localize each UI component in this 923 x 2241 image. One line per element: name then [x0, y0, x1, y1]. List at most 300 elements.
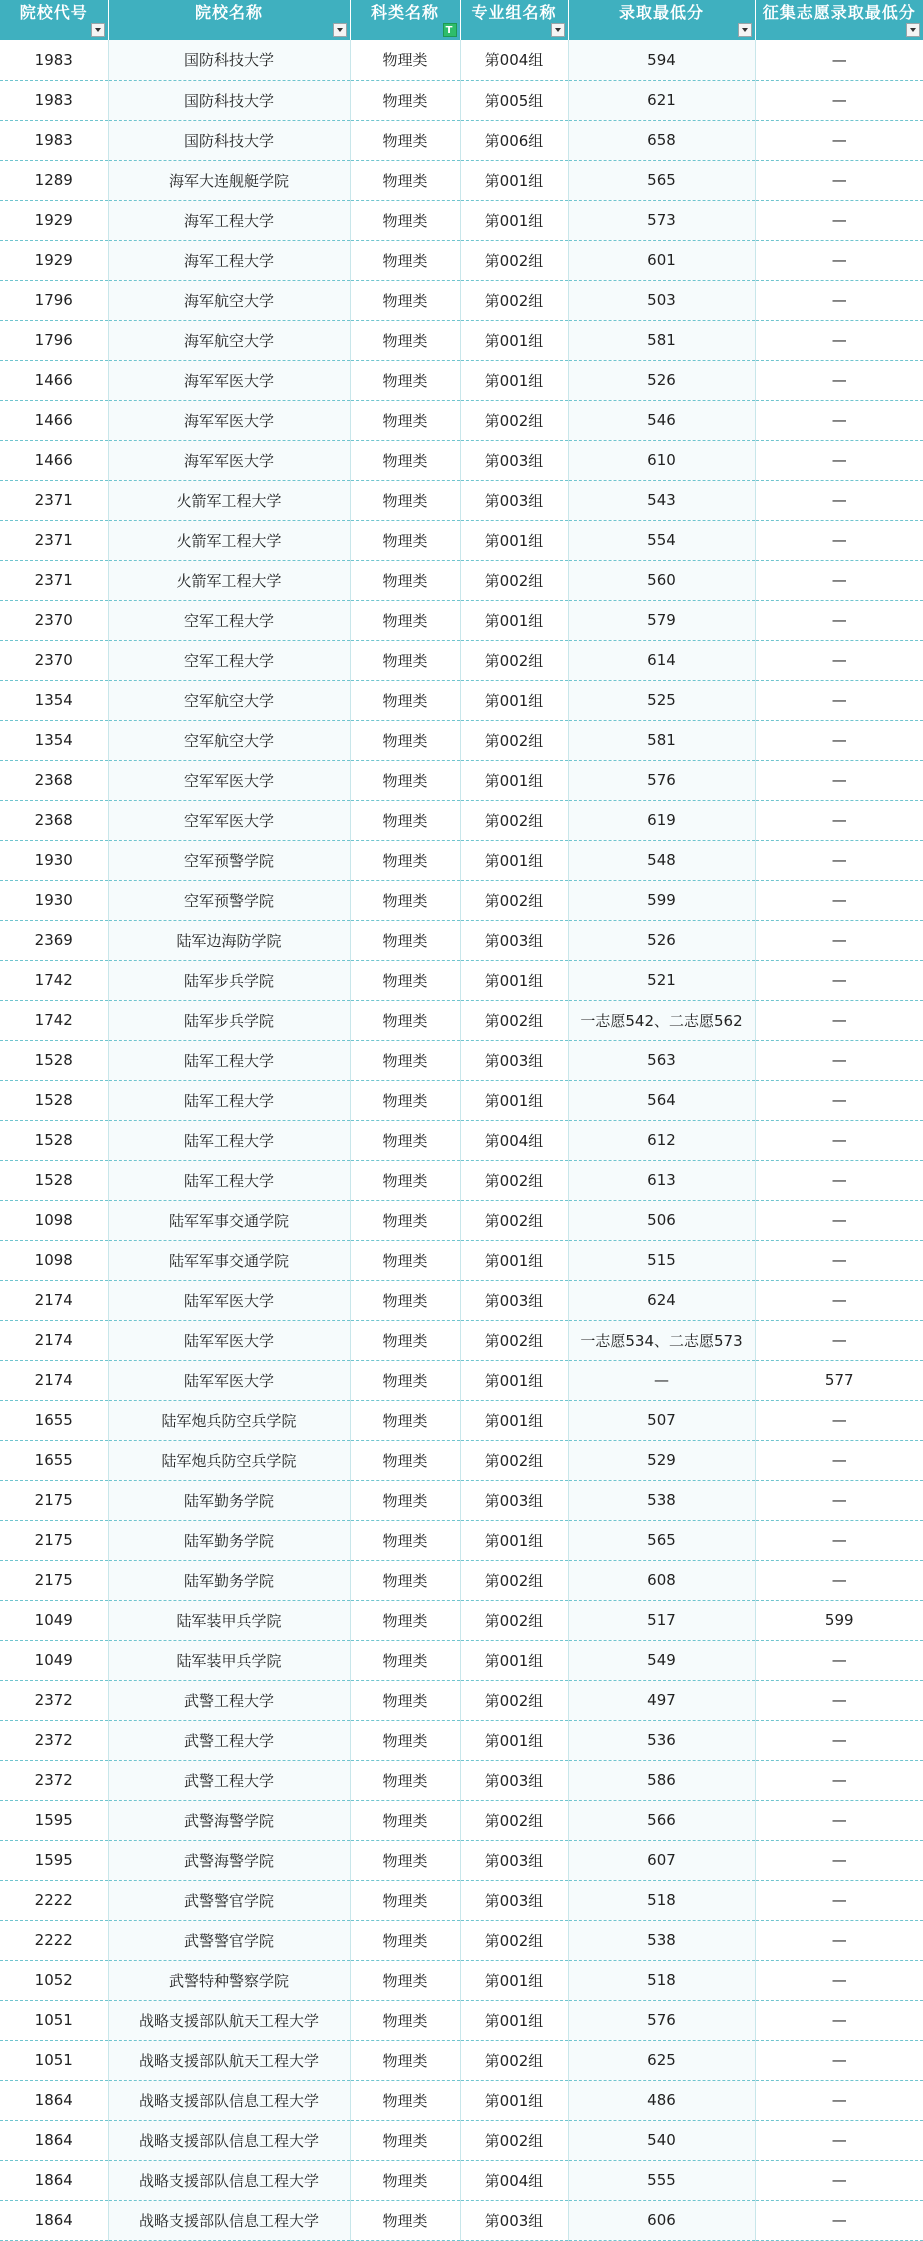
cell-supplementary-min-score[interactable]: — — [755, 800, 923, 840]
cell-group[interactable]: 第001组 — [460, 680, 568, 720]
cell-group[interactable]: 第001组 — [460, 840, 568, 880]
cell-min-score[interactable]: 554 — [568, 520, 755, 560]
cell-supplementary-min-score[interactable]: — — [755, 520, 923, 560]
cell-category[interactable]: 物理类 — [350, 480, 460, 520]
cell-group[interactable]: 第002组 — [460, 400, 568, 440]
cell-category[interactable]: 物理类 — [350, 1720, 460, 1760]
cell-min-score[interactable]: 564 — [568, 1080, 755, 1120]
cell-group[interactable]: 第002组 — [460, 240, 568, 280]
cell-min-score[interactable]: 573 — [568, 200, 755, 240]
cell-category[interactable]: 物理类 — [350, 720, 460, 760]
cell-school-name[interactable]: 空军航空大学 — [108, 720, 350, 760]
cell-group[interactable]: 第001组 — [460, 1080, 568, 1120]
cell-min-score[interactable]: 586 — [568, 1760, 755, 1800]
cell-school-code[interactable]: 1528 — [0, 1120, 108, 1160]
cell-school-name[interactable]: 陆军步兵学院 — [108, 1000, 350, 1040]
cell-category[interactable]: 物理类 — [350, 1360, 460, 1400]
cell-school-code[interactable]: 1742 — [0, 960, 108, 1000]
cell-category[interactable]: 物理类 — [350, 1320, 460, 1360]
cell-school-name[interactable]: 空军工程大学 — [108, 600, 350, 640]
cell-group[interactable]: 第002组 — [460, 1160, 568, 1200]
cell-min-score[interactable]: 658 — [568, 120, 755, 160]
cell-category[interactable]: 物理类 — [350, 2200, 460, 2240]
cell-school-name[interactable]: 陆军勤务学院 — [108, 1520, 350, 1560]
cell-school-name[interactable]: 战略支援部队航天工程大学 — [108, 2000, 350, 2040]
cell-supplementary-min-score[interactable]: — — [755, 1040, 923, 1080]
cell-min-score[interactable]: 546 — [568, 400, 755, 440]
cell-category[interactable]: 物理类 — [350, 240, 460, 280]
cell-supplementary-min-score[interactable]: — — [755, 240, 923, 280]
cell-category[interactable]: 物理类 — [350, 1240, 460, 1280]
filter-dropdown-icon[interactable] — [91, 23, 105, 37]
cell-category[interactable]: 物理类 — [350, 200, 460, 240]
cell-school-name[interactable]: 空军预警学院 — [108, 880, 350, 920]
cell-school-code[interactable]: 2370 — [0, 600, 108, 640]
cell-group[interactable]: 第001组 — [460, 1640, 568, 1680]
cell-category[interactable]: 物理类 — [350, 1440, 460, 1480]
cell-school-code[interactable]: 2175 — [0, 1560, 108, 1600]
active-filter-icon[interactable]: T — [443, 23, 457, 37]
cell-category[interactable]: 物理类 — [350, 640, 460, 680]
cell-min-score[interactable]: 563 — [568, 1040, 755, 1080]
cell-category[interactable]: 物理类 — [350, 1960, 460, 2000]
cell-school-name[interactable]: 海军军医大学 — [108, 440, 350, 480]
cell-supplementary-min-score[interactable]: — — [755, 1840, 923, 1880]
cell-supplementary-min-score[interactable]: — — [755, 760, 923, 800]
cell-category[interactable]: 物理类 — [350, 680, 460, 720]
cell-group[interactable]: 第002组 — [460, 1000, 568, 1040]
cell-category[interactable]: 物理类 — [350, 2160, 460, 2200]
cell-supplementary-min-score[interactable]: — — [755, 1160, 923, 1200]
cell-group[interactable]: 第002组 — [460, 1800, 568, 1840]
cell-supplementary-min-score[interactable]: — — [755, 960, 923, 1000]
cell-supplementary-min-score[interactable]: — — [755, 1120, 923, 1160]
cell-min-score[interactable]: 538 — [568, 1480, 755, 1520]
cell-school-name[interactable]: 陆军步兵学院 — [108, 960, 350, 1000]
cell-category[interactable]: 物理类 — [350, 2000, 460, 2040]
cell-school-name[interactable]: 海军工程大学 — [108, 200, 350, 240]
cell-category[interactable]: 物理类 — [350, 440, 460, 480]
cell-category[interactable]: 物理类 — [350, 1600, 460, 1640]
cell-school-code[interactable]: 2175 — [0, 1520, 108, 1560]
cell-school-code[interactable]: 2368 — [0, 760, 108, 800]
cell-category[interactable]: 物理类 — [350, 280, 460, 320]
cell-school-code[interactable]: 2371 — [0, 480, 108, 520]
cell-group[interactable]: 第002组 — [460, 2120, 568, 2160]
cell-supplementary-min-score[interactable]: — — [755, 1440, 923, 1480]
cell-school-name[interactable]: 战略支援部队信息工程大学 — [108, 2160, 350, 2200]
cell-school-name[interactable]: 陆军军事交通学院 — [108, 1240, 350, 1280]
cell-supplementary-min-score[interactable]: — — [755, 1640, 923, 1680]
cell-school-name[interactable]: 陆军工程大学 — [108, 1040, 350, 1080]
cell-school-code[interactable]: 1796 — [0, 280, 108, 320]
cell-min-score[interactable]: 610 — [568, 440, 755, 480]
cell-category[interactable]: 物理类 — [350, 1400, 460, 1440]
cell-school-code[interactable]: 1983 — [0, 40, 108, 80]
cell-min-score[interactable]: 525 — [568, 680, 755, 720]
cell-school-code[interactable]: 1864 — [0, 2160, 108, 2200]
cell-school-name[interactable]: 国防科技大学 — [108, 120, 350, 160]
cell-school-name[interactable]: 武警工程大学 — [108, 1720, 350, 1760]
cell-school-code[interactable]: 1354 — [0, 720, 108, 760]
cell-min-score[interactable]: 594 — [568, 40, 755, 80]
cell-supplementary-min-score[interactable]: — — [755, 1560, 923, 1600]
cell-category[interactable]: 物理类 — [350, 840, 460, 880]
cell-school-code[interactable]: 2369 — [0, 920, 108, 960]
cell-school-name[interactable]: 陆军勤务学院 — [108, 1560, 350, 1600]
cell-supplementary-min-score[interactable]: — — [755, 160, 923, 200]
cell-school-code[interactable]: 2174 — [0, 1320, 108, 1360]
cell-supplementary-min-score[interactable]: — — [755, 1320, 923, 1360]
cell-supplementary-min-score[interactable]: — — [755, 640, 923, 680]
cell-group[interactable]: 第002组 — [460, 1320, 568, 1360]
cell-school-name[interactable]: 陆军军医大学 — [108, 1320, 350, 1360]
cell-school-name[interactable]: 海军军医大学 — [108, 400, 350, 440]
cell-supplementary-min-score[interactable]: — — [755, 2000, 923, 2040]
cell-school-code[interactable]: 1983 — [0, 80, 108, 120]
cell-school-name[interactable]: 空军军医大学 — [108, 800, 350, 840]
cell-min-score[interactable]: 581 — [568, 320, 755, 360]
cell-group[interactable]: 第004组 — [460, 2160, 568, 2200]
cell-school-code[interactable]: 2174 — [0, 1360, 108, 1400]
filter-dropdown-icon[interactable] — [333, 23, 347, 37]
cell-school-name[interactable]: 火箭军工程大学 — [108, 520, 350, 560]
cell-supplementary-min-score[interactable]: — — [755, 480, 923, 520]
cell-school-code[interactable]: 1528 — [0, 1160, 108, 1200]
cell-school-name[interactable]: 空军航空大学 — [108, 680, 350, 720]
cell-school-name[interactable]: 陆军装甲兵学院 — [108, 1640, 350, 1680]
cell-group[interactable]: 第004组 — [460, 1120, 568, 1160]
cell-category[interactable]: 物理类 — [350, 40, 460, 80]
cell-supplementary-min-score[interactable]: — — [755, 2160, 923, 2200]
cell-min-score[interactable]: 619 — [568, 800, 755, 840]
cell-school-code[interactable]: 1742 — [0, 1000, 108, 1040]
cell-category[interactable]: 物理类 — [350, 920, 460, 960]
cell-school-code[interactable]: 1655 — [0, 1400, 108, 1440]
cell-school-name[interactable]: 武警工程大学 — [108, 1760, 350, 1800]
cell-min-score[interactable]: 579 — [568, 600, 755, 640]
cell-min-score[interactable]: 566 — [568, 1800, 755, 1840]
cell-min-score[interactable]: 621 — [568, 80, 755, 120]
cell-min-score[interactable]: 608 — [568, 1560, 755, 1600]
cell-supplementary-min-score[interactable]: — — [755, 840, 923, 880]
cell-school-code[interactable]: 1466 — [0, 400, 108, 440]
cell-school-code[interactable]: 1864 — [0, 2080, 108, 2120]
cell-min-score[interactable]: 507 — [568, 1400, 755, 1440]
cell-group[interactable]: 第003组 — [460, 1040, 568, 1080]
cell-school-name[interactable]: 武警特种警察学院 — [108, 1960, 350, 2000]
cell-min-score[interactable]: 624 — [568, 1280, 755, 1320]
cell-supplementary-min-score[interactable]: — — [755, 1800, 923, 1840]
cell-supplementary-min-score[interactable]: — — [755, 2120, 923, 2160]
cell-min-score[interactable]: 565 — [568, 1520, 755, 1560]
cell-group[interactable]: 第001组 — [460, 1240, 568, 1280]
cell-min-score[interactable]: 613 — [568, 1160, 755, 1200]
cell-school-name[interactable]: 武警海警学院 — [108, 1800, 350, 1840]
cell-group[interactable]: 第002组 — [460, 880, 568, 920]
cell-school-code[interactable]: 2222 — [0, 1880, 108, 1920]
cell-school-name[interactable]: 陆军工程大学 — [108, 1120, 350, 1160]
cell-supplementary-min-score[interactable]: — — [755, 1520, 923, 1560]
cell-school-name[interactable]: 海军军医大学 — [108, 360, 350, 400]
cell-supplementary-min-score[interactable]: — — [755, 1480, 923, 1520]
cell-school-code[interactable]: 1354 — [0, 680, 108, 720]
cell-min-score[interactable]: 526 — [568, 920, 755, 960]
cell-min-score[interactable]: 515 — [568, 1240, 755, 1280]
cell-category[interactable]: 物理类 — [350, 520, 460, 560]
cell-group[interactable]: 第003组 — [460, 480, 568, 520]
cell-supplementary-min-score[interactable]: — — [755, 600, 923, 640]
cell-supplementary-min-score[interactable]: 599 — [755, 1600, 923, 1640]
cell-school-name[interactable]: 武警工程大学 — [108, 1680, 350, 1720]
cell-group[interactable]: 第002组 — [460, 640, 568, 680]
cell-school-name[interactable]: 国防科技大学 — [108, 40, 350, 80]
cell-min-score[interactable]: 555 — [568, 2160, 755, 2200]
cell-school-code[interactable]: 1289 — [0, 160, 108, 200]
cell-category[interactable]: 物理类 — [350, 960, 460, 1000]
cell-supplementary-min-score[interactable]: — — [755, 2080, 923, 2120]
cell-min-score[interactable]: 518 — [568, 1880, 755, 1920]
cell-supplementary-min-score[interactable]: — — [755, 2200, 923, 2240]
cell-school-name[interactable]: 海军大连舰艇学院 — [108, 160, 350, 200]
cell-supplementary-min-score[interactable]: — — [755, 1240, 923, 1280]
cell-category[interactable]: 物理类 — [350, 1880, 460, 1920]
cell-min-score[interactable]: 548 — [568, 840, 755, 880]
cell-min-score[interactable]: 606 — [568, 2200, 755, 2240]
cell-school-name[interactable]: 火箭军工程大学 — [108, 560, 350, 600]
cell-supplementary-min-score[interactable]: — — [755, 1960, 923, 2000]
cell-min-score[interactable]: 540 — [568, 2120, 755, 2160]
cell-supplementary-min-score[interactable]: — — [755, 320, 923, 360]
cell-group[interactable]: 第001组 — [460, 320, 568, 360]
cell-school-code[interactable]: 1466 — [0, 440, 108, 480]
cell-school-code[interactable]: 1052 — [0, 1960, 108, 2000]
cell-category[interactable]: 物理类 — [350, 1480, 460, 1520]
cell-school-name[interactable]: 战略支援部队信息工程大学 — [108, 2080, 350, 2120]
cell-min-score[interactable]: 607 — [568, 1840, 755, 1880]
cell-school-code[interactable]: 1929 — [0, 240, 108, 280]
cell-school-code[interactable]: 2368 — [0, 800, 108, 840]
cell-group[interactable]: 第002组 — [460, 1560, 568, 1600]
cell-group[interactable]: 第001组 — [460, 760, 568, 800]
cell-supplementary-min-score[interactable]: — — [755, 200, 923, 240]
cell-category[interactable]: 物理类 — [350, 880, 460, 920]
cell-min-score[interactable]: 517 — [568, 1600, 755, 1640]
cell-supplementary-min-score[interactable]: — — [755, 440, 923, 480]
cell-category[interactable]: 物理类 — [350, 160, 460, 200]
cell-group[interactable]: 第002组 — [460, 560, 568, 600]
cell-min-score[interactable]: 560 — [568, 560, 755, 600]
cell-school-code[interactable]: 1930 — [0, 840, 108, 880]
cell-school-name[interactable]: 陆军军事交通学院 — [108, 1200, 350, 1240]
cell-category[interactable]: 物理类 — [350, 1800, 460, 1840]
cell-group[interactable]: 第003组 — [460, 1480, 568, 1520]
cell-min-score[interactable]: — — [568, 1360, 755, 1400]
cell-group[interactable]: 第002组 — [460, 2040, 568, 2080]
cell-school-name[interactable]: 陆军炮兵防空兵学院 — [108, 1400, 350, 1440]
cell-group[interactable]: 第003组 — [460, 1760, 568, 1800]
cell-group[interactable]: 第006组 — [460, 120, 568, 160]
cell-supplementary-min-score[interactable]: — — [755, 720, 923, 760]
cell-category[interactable]: 物理类 — [350, 2120, 460, 2160]
cell-category[interactable]: 物理类 — [350, 1920, 460, 1960]
cell-supplementary-min-score[interactable]: — — [755, 1400, 923, 1440]
cell-min-score[interactable]: 625 — [568, 2040, 755, 2080]
cell-school-name[interactable]: 空军预警学院 — [108, 840, 350, 880]
cell-supplementary-min-score[interactable]: — — [755, 1720, 923, 1760]
cell-school-code[interactable]: 1796 — [0, 320, 108, 360]
cell-supplementary-min-score[interactable]: — — [755, 680, 923, 720]
cell-school-code[interactable]: 1049 — [0, 1640, 108, 1680]
cell-min-score[interactable]: 536 — [568, 1720, 755, 1760]
cell-min-score[interactable]: 549 — [568, 1640, 755, 1680]
cell-category[interactable]: 物理类 — [350, 1120, 460, 1160]
cell-category[interactable]: 物理类 — [350, 2040, 460, 2080]
cell-category[interactable]: 物理类 — [350, 1200, 460, 1240]
cell-min-score[interactable]: 612 — [568, 1120, 755, 1160]
cell-school-name[interactable]: 陆军装甲兵学院 — [108, 1600, 350, 1640]
cell-min-score[interactable]: 543 — [568, 480, 755, 520]
cell-supplementary-min-score[interactable]: — — [755, 880, 923, 920]
cell-school-code[interactable]: 1930 — [0, 880, 108, 920]
cell-supplementary-min-score[interactable]: — — [755, 2040, 923, 2080]
cell-category[interactable]: 物理类 — [350, 1760, 460, 1800]
cell-group[interactable]: 第003组 — [460, 1880, 568, 1920]
cell-category[interactable]: 物理类 — [350, 1280, 460, 1320]
cell-school-code[interactable]: 1528 — [0, 1080, 108, 1120]
cell-category[interactable]: 物理类 — [350, 1640, 460, 1680]
cell-group[interactable]: 第001组 — [460, 1720, 568, 1760]
cell-supplementary-min-score[interactable]: — — [755, 1920, 923, 1960]
cell-group[interactable]: 第003组 — [460, 1840, 568, 1880]
cell-group[interactable]: 第002组 — [460, 1200, 568, 1240]
cell-school-name[interactable]: 陆军军医大学 — [108, 1360, 350, 1400]
cell-supplementary-min-score[interactable]: — — [755, 280, 923, 320]
cell-min-score[interactable]: 565 — [568, 160, 755, 200]
cell-school-code[interactable]: 2372 — [0, 1720, 108, 1760]
cell-school-name[interactable]: 空军工程大学 — [108, 640, 350, 680]
cell-school-name[interactable]: 战略支援部队航天工程大学 — [108, 2040, 350, 2080]
cell-supplementary-min-score[interactable]: — — [755, 120, 923, 160]
cell-supplementary-min-score[interactable]: — — [755, 1880, 923, 1920]
cell-supplementary-min-score[interactable]: — — [755, 1000, 923, 1040]
cell-category[interactable]: 物理类 — [350, 120, 460, 160]
filter-dropdown-icon[interactable] — [738, 23, 752, 37]
cell-school-code[interactable]: 1528 — [0, 1040, 108, 1080]
cell-supplementary-min-score[interactable]: — — [755, 560, 923, 600]
cell-category[interactable]: 物理类 — [350, 1560, 460, 1600]
cell-min-score[interactable]: 一志愿534、二志愿573 — [568, 1320, 755, 1360]
cell-school-code[interactable]: 1864 — [0, 2120, 108, 2160]
cell-school-name[interactable]: 陆军炮兵防空兵学院 — [108, 1440, 350, 1480]
cell-category[interactable]: 物理类 — [350, 800, 460, 840]
cell-group[interactable]: 第001组 — [460, 1360, 568, 1400]
cell-school-code[interactable]: 2222 — [0, 1920, 108, 1960]
cell-group[interactable]: 第002组 — [460, 280, 568, 320]
cell-group[interactable]: 第001组 — [460, 600, 568, 640]
cell-school-name[interactable]: 陆军军医大学 — [108, 1280, 350, 1320]
cell-category[interactable]: 物理类 — [350, 2080, 460, 2120]
cell-min-score[interactable]: 576 — [568, 760, 755, 800]
cell-group[interactable]: 第002组 — [460, 1440, 568, 1480]
cell-group[interactable]: 第001组 — [460, 200, 568, 240]
cell-group[interactable]: 第004组 — [460, 40, 568, 80]
cell-school-code[interactable]: 1864 — [0, 2200, 108, 2240]
cell-school-name[interactable]: 海军航空大学 — [108, 280, 350, 320]
cell-school-code[interactable]: 1049 — [0, 1600, 108, 1640]
cell-category[interactable]: 物理类 — [350, 1040, 460, 1080]
cell-min-score[interactable]: 601 — [568, 240, 755, 280]
cell-min-score[interactable]: 506 — [568, 1200, 755, 1240]
cell-supplementary-min-score[interactable]: — — [755, 40, 923, 80]
cell-group[interactable]: 第001组 — [460, 1400, 568, 1440]
cell-school-code[interactable]: 1098 — [0, 1200, 108, 1240]
cell-school-code[interactable]: 2372 — [0, 1760, 108, 1800]
cell-supplementary-min-score[interactable]: — — [755, 360, 923, 400]
cell-group[interactable]: 第002组 — [460, 720, 568, 760]
cell-group[interactable]: 第002组 — [460, 1920, 568, 1960]
cell-supplementary-min-score[interactable]: — — [755, 1280, 923, 1320]
cell-min-score[interactable]: 518 — [568, 1960, 755, 2000]
cell-school-name[interactable]: 陆军边海防学院 — [108, 920, 350, 960]
cell-category[interactable]: 物理类 — [350, 600, 460, 640]
cell-school-code[interactable]: 1983 — [0, 120, 108, 160]
cell-category[interactable]: 物理类 — [350, 760, 460, 800]
cell-min-score[interactable]: 503 — [568, 280, 755, 320]
cell-school-code[interactable]: 2175 — [0, 1480, 108, 1520]
cell-group[interactable]: 第001组 — [460, 2000, 568, 2040]
cell-school-code[interactable]: 1595 — [0, 1800, 108, 1840]
cell-min-score[interactable]: 一志愿542、二志愿562 — [568, 1000, 755, 1040]
cell-group[interactable]: 第001组 — [460, 520, 568, 560]
cell-min-score[interactable]: 529 — [568, 1440, 755, 1480]
cell-school-code[interactable]: 2370 — [0, 640, 108, 680]
cell-group[interactable]: 第005组 — [460, 80, 568, 120]
cell-group[interactable]: 第002组 — [460, 1600, 568, 1640]
cell-school-code[interactable]: 1051 — [0, 2000, 108, 2040]
cell-category[interactable]: 物理类 — [350, 320, 460, 360]
cell-min-score[interactable]: 614 — [568, 640, 755, 680]
cell-supplementary-min-score[interactable]: — — [755, 920, 923, 960]
cell-school-name[interactable]: 武警警官学院 — [108, 1920, 350, 1960]
cell-school-code[interactable]: 2372 — [0, 1680, 108, 1720]
cell-min-score[interactable]: 486 — [568, 2080, 755, 2120]
cell-school-code[interactable]: 1655 — [0, 1440, 108, 1480]
cell-supplementary-min-score[interactable]: — — [755, 400, 923, 440]
cell-supplementary-min-score[interactable]: — — [755, 1680, 923, 1720]
filter-dropdown-icon[interactable] — [906, 23, 920, 37]
cell-supplementary-min-score[interactable]: — — [755, 1200, 923, 1240]
cell-school-code[interactable]: 1595 — [0, 1840, 108, 1880]
cell-category[interactable]: 物理类 — [350, 400, 460, 440]
cell-group[interactable]: 第003组 — [460, 1280, 568, 1320]
cell-min-score[interactable]: 599 — [568, 880, 755, 920]
cell-school-name[interactable]: 战略支援部队信息工程大学 — [108, 2120, 350, 2160]
cell-group[interactable]: 第002组 — [460, 800, 568, 840]
cell-group[interactable]: 第001组 — [460, 160, 568, 200]
cell-category[interactable]: 物理类 — [350, 1000, 460, 1040]
cell-group[interactable]: 第003组 — [460, 920, 568, 960]
cell-supplementary-min-score[interactable]: 577 — [755, 1360, 923, 1400]
cell-category[interactable]: 物理类 — [350, 360, 460, 400]
cell-school-name[interactable]: 国防科技大学 — [108, 80, 350, 120]
cell-school-name[interactable]: 陆军工程大学 — [108, 1160, 350, 1200]
cell-group[interactable]: 第003组 — [460, 440, 568, 480]
cell-school-name[interactable]: 武警警官学院 — [108, 1880, 350, 1920]
cell-group[interactable]: 第001组 — [460, 1960, 568, 2000]
cell-school-code[interactable]: 1466 — [0, 360, 108, 400]
cell-supplementary-min-score[interactable]: — — [755, 1760, 923, 1800]
